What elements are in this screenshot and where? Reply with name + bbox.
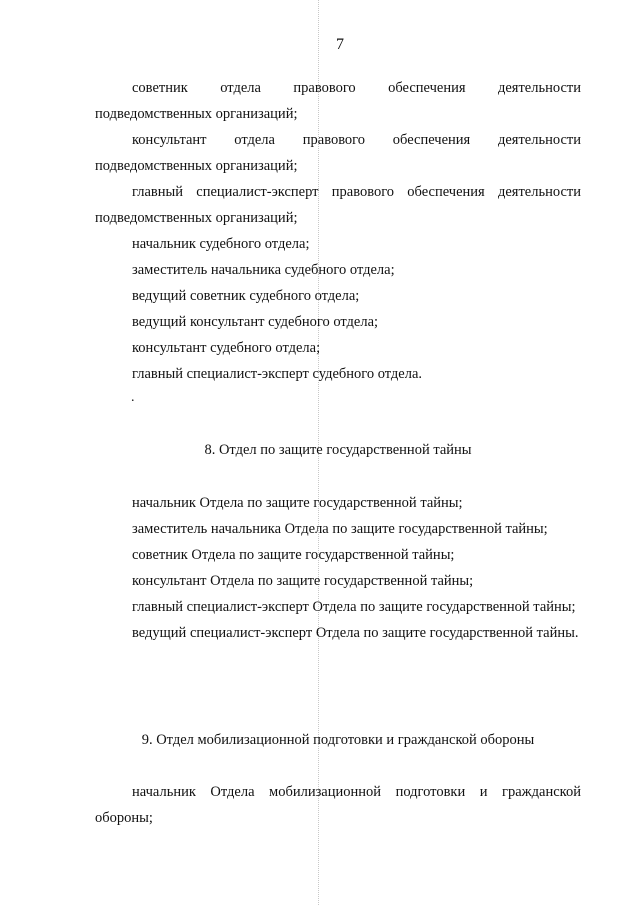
list-item: консультант отдела правового обеспечения деятельности подведомственных организаций; <box>95 132 581 174</box>
list-item: заместитель начальника Отдела по защите государственной тайны; <box>132 521 548 537</box>
list-item: начальник судебного отдела; <box>132 236 310 252</box>
position-list-legal <box>95 75 581 387</box>
stray-dot: . <box>131 390 135 405</box>
position-list-mobilization <box>95 779 581 831</box>
list-item: начальник Отдела мобилизационной подготовки и гражданской обороны; <box>95 784 581 826</box>
page-number: 7 <box>336 36 344 53</box>
list-item: ведущий советник судебного отдела; <box>132 288 360 304</box>
section-heading-9: 9. Отдел мобилизационной подготовки и гражданской обороны <box>141 732 535 748</box>
position-list-secrecy <box>95 490 581 646</box>
list-item: главный специалист-эксперт судебного отдела. <box>132 366 423 382</box>
list-item: главный специалист-эксперт Отдела по защите государственной тайны; <box>132 599 576 615</box>
list-item: консультант судебного отдела; <box>132 340 321 356</box>
list-item: ведущий консультант судебного отдела; <box>132 314 379 330</box>
list-item: советник отдела правового обеспечения деятельности подведомственных организаций; <box>95 80 581 122</box>
list-item: ведущий специалист-эксперт Отдела по защите государственной тайны. <box>132 625 579 641</box>
list-item: советник Отдела по защите государственной тайны; <box>132 547 455 563</box>
list-item: начальник Отдела по защите государственной тайны; <box>132 495 463 511</box>
list-item: заместитель начальника судебного отдела; <box>132 262 395 278</box>
section-heading-8: 8. Отдел по защите государственной тайны <box>204 442 472 458</box>
list-item: консультант Отдела по защите государственной тайны; <box>132 573 474 589</box>
list-item: главный специалист-эксперт правового обеспечения деятельности подведомственных организаций; <box>95 184 581 226</box>
